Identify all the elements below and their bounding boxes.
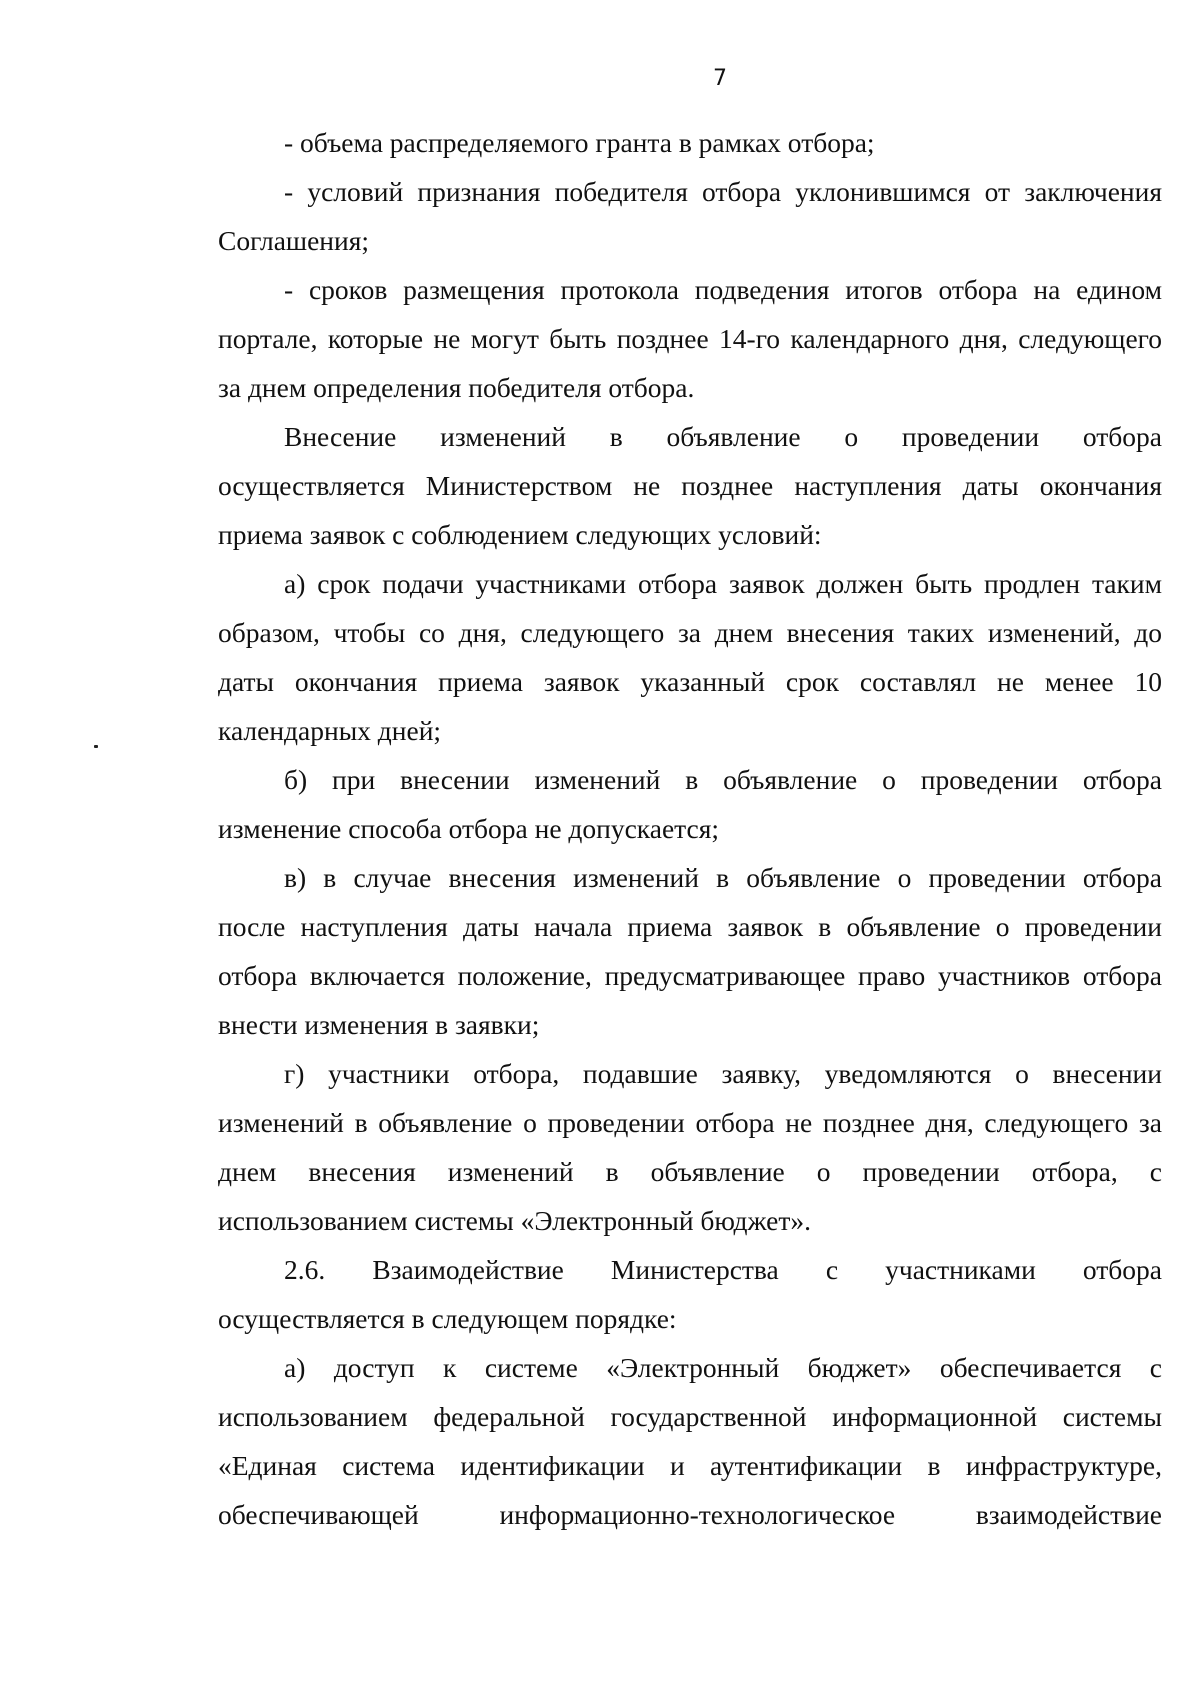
text-line: отбора включается положение, предусматривающее право участников отбора <box>218 960 1162 991</box>
text-line: «Единая система идентификации и аутентификации в инфраструктуре, <box>218 1450 1162 1481</box>
text-line: а) доступ к системе «Электронный бюджет» обеспечивается с <box>284 1352 1162 1383</box>
text-line: 2.6. Взаимодействие Министерства с участниками отбора <box>284 1254 1162 1285</box>
text-line: в) в случае внесения изменений в объявление о проведении отбора <box>284 862 1162 893</box>
text-line: календарных дней; <box>218 715 442 746</box>
text-line: осуществляется Министерством не позднее наступления даты окончания <box>218 470 1162 501</box>
text-line: обеспечивающей информационно-технологическое взаимодействие <box>218 1499 1162 1530</box>
page-number: 7 <box>713 66 727 91</box>
text-line: б) при внесении изменений в объявление о проведении отбора <box>284 764 1162 795</box>
text-line: внести изменения в заявки; <box>218 1009 540 1040</box>
text-line: днем внесения изменений в объявление о проведении отбора, с <box>218 1156 1162 1187</box>
text-line: после наступления даты начала приема заявок в объявление о проведении <box>218 911 1162 942</box>
text-line: образом, чтобы со дня, следующего за днем внесения таких изменений, до <box>218 617 1162 648</box>
text-line: - сроков размещения протокола подведения итогов отбора на едином <box>284 274 1162 305</box>
text-line: использованием системы «Электронный бюджет». <box>218 1205 812 1236</box>
text-line: Внесение изменений в объявление о проведении отбора <box>284 421 1162 452</box>
text-line: даты окончания приема заявок указанный срок составлял не менее 10 <box>218 666 1162 697</box>
scan-artifact-mark <box>94 745 98 748</box>
text-line: за днем определения победителя отбора. <box>218 372 695 403</box>
text-line: - условий признания победителя отбора уклонившимся от заключения <box>284 176 1162 207</box>
text-line: - объема распределяемого гранта в рамках отбора; <box>284 127 875 158</box>
text-line: осуществляется в следующем порядке: <box>218 1303 677 1334</box>
text-line: г) участники отбора, подавшие заявку, уведомляются о внесении <box>284 1058 1162 1089</box>
text-line: приема заявок с соблюдением следующих условий: <box>218 519 822 550</box>
text-line: изменение способа отбора не допускается; <box>218 813 720 844</box>
text-line: а) срок подачи участниками отбора заявок должен быть продлен таким <box>284 568 1162 599</box>
document-body <box>218 118 1162 1539</box>
text-line: использованием федеральной государственной информационной системы <box>218 1401 1162 1432</box>
text-line: Соглашения; <box>218 225 370 256</box>
text-line: изменений в объявление о проведении отбора не позднее дня, следующего за <box>218 1107 1162 1138</box>
text-line: портале, которые не могут быть позднее 14-го календарного дня, следующего <box>218 323 1162 354</box>
